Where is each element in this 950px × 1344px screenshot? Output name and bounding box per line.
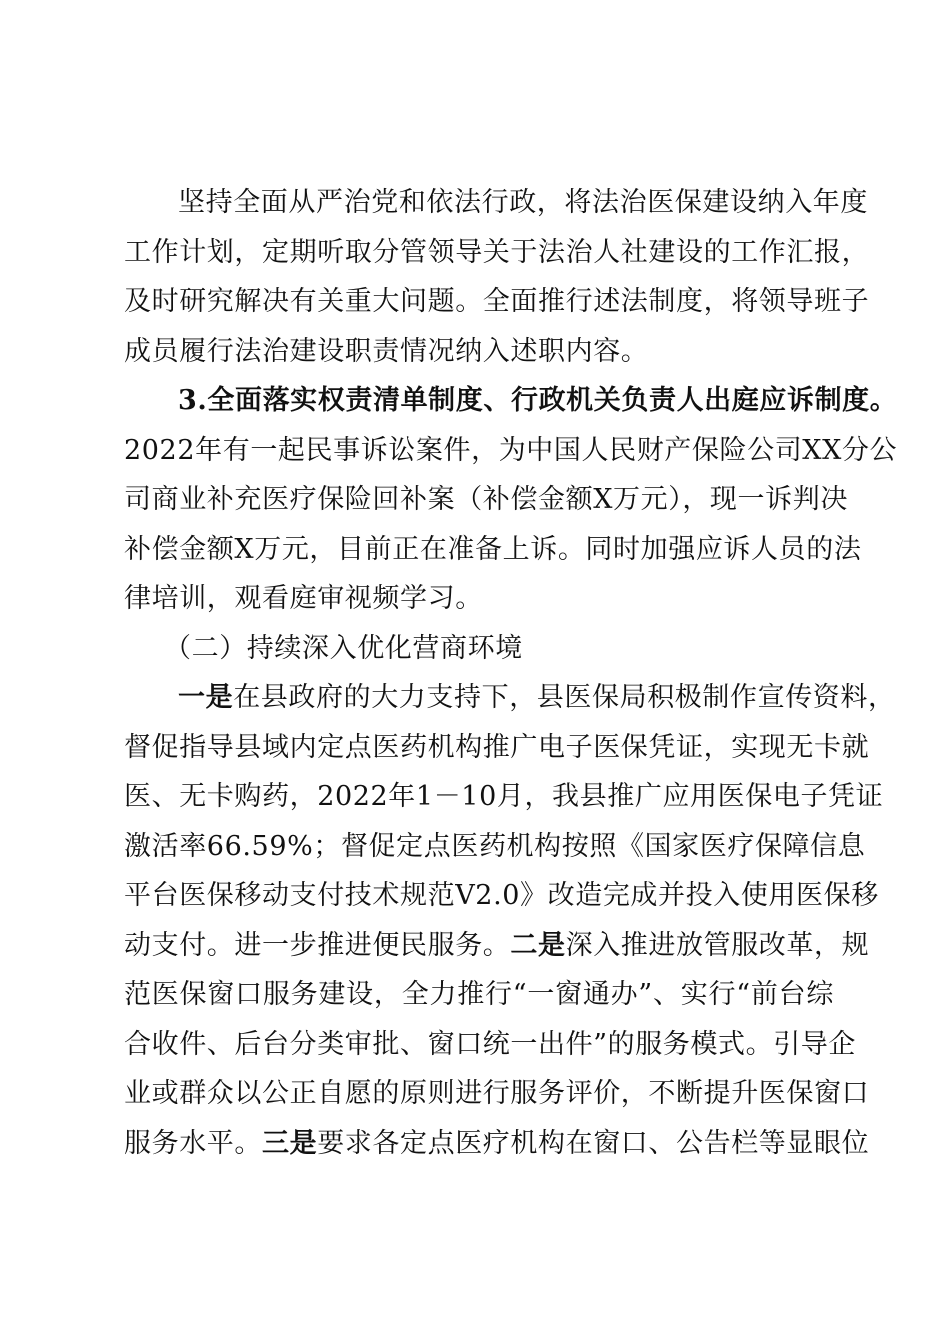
- para3-line-3: 医、无卡购药，2022年1－10月，我县推广应用医保电子凭证: [124, 781, 884, 812]
- para3-line-6-rest: 深入推进放管服改革，规: [565, 929, 870, 961]
- para1-line-2: 工作计划，定期听取分管领导关于法治人社建设的工作汇报，: [124, 236, 870, 268]
- para3-line-5: 平台医保移动支付技术规范V2.0》改造完成并投入使用医保移: [124, 880, 879, 911]
- para3-line-4: 激活率66.59%；督促定点医药机构按照《国家医疗保障信息: [124, 830, 866, 862]
- para3-marker-2: 二是: [510, 929, 566, 961]
- para3-line-10-pre: 服务水平。: [124, 1127, 262, 1159]
- section-2-heading: （二）持续深入优化营商环境: [164, 632, 523, 664]
- para3-line-6-pre: 动支付。进一步推进便民服务。: [124, 929, 511, 961]
- heading-3: 3.全面落实权责清单制度、行政机关负责人出庭应诉制度。: [178, 385, 898, 416]
- para2-line-3: 补偿金额X万元，目前正在准备上诉。同时加强应诉人员的法: [124, 533, 862, 565]
- document-body: [124, 178, 898, 1168]
- para3-line-10: [124, 1119, 870, 1169]
- para3-line-7: 范医保窗口服务建设，全力推行“一窗通办”、实行“前台综: [124, 979, 834, 1010]
- para3-marker-3: 三是: [262, 1127, 318, 1159]
- para3-line-10-rest: 要求各定点医疗机构在窗口、公告栏等显眼位: [317, 1127, 870, 1159]
- para1-line-3: 及时研究解决有关重大问题。全面推行述法制度，将领导班子: [124, 286, 870, 317]
- para3-line-8: 合收件、后台分类审批、窗口统一出件”的服务模式。引导企: [124, 1028, 857, 1060]
- para3-line-1-text: 在县政府的大力支持下，县医保局积极制作宣传资料，: [233, 682, 896, 713]
- para2-line-4: 律培训，观看庭审视频学习。: [124, 583, 483, 614]
- para3-marker-1: 一是: [178, 682, 234, 713]
- para2-line-1: 2022年有一起民事诉讼案件，为中国人民财产保险公司XX分公: [124, 434, 898, 466]
- para3-line-1: [124, 673, 896, 723]
- para3-line-9: 业或群众以公正自愿的原则进行服务评价，不断提升医保窗口: [124, 1078, 870, 1109]
- para1-line-4: 成员履行法治建设职责情况纳入述职内容。: [124, 335, 649, 367]
- para3-line-2: 督促指导县域内定点医药机构推广电子医保凭证，实现无卡就: [124, 731, 870, 763]
- para2-line-2: 司商业补充医疗保险回补案（补偿金额X万元），现一诉判决: [124, 484, 848, 515]
- para1-line-1: 坚持全面从严治党和依法行政，将法治医保建设纳入年度: [178, 187, 868, 218]
- para3-line-6: [124, 921, 870, 971]
